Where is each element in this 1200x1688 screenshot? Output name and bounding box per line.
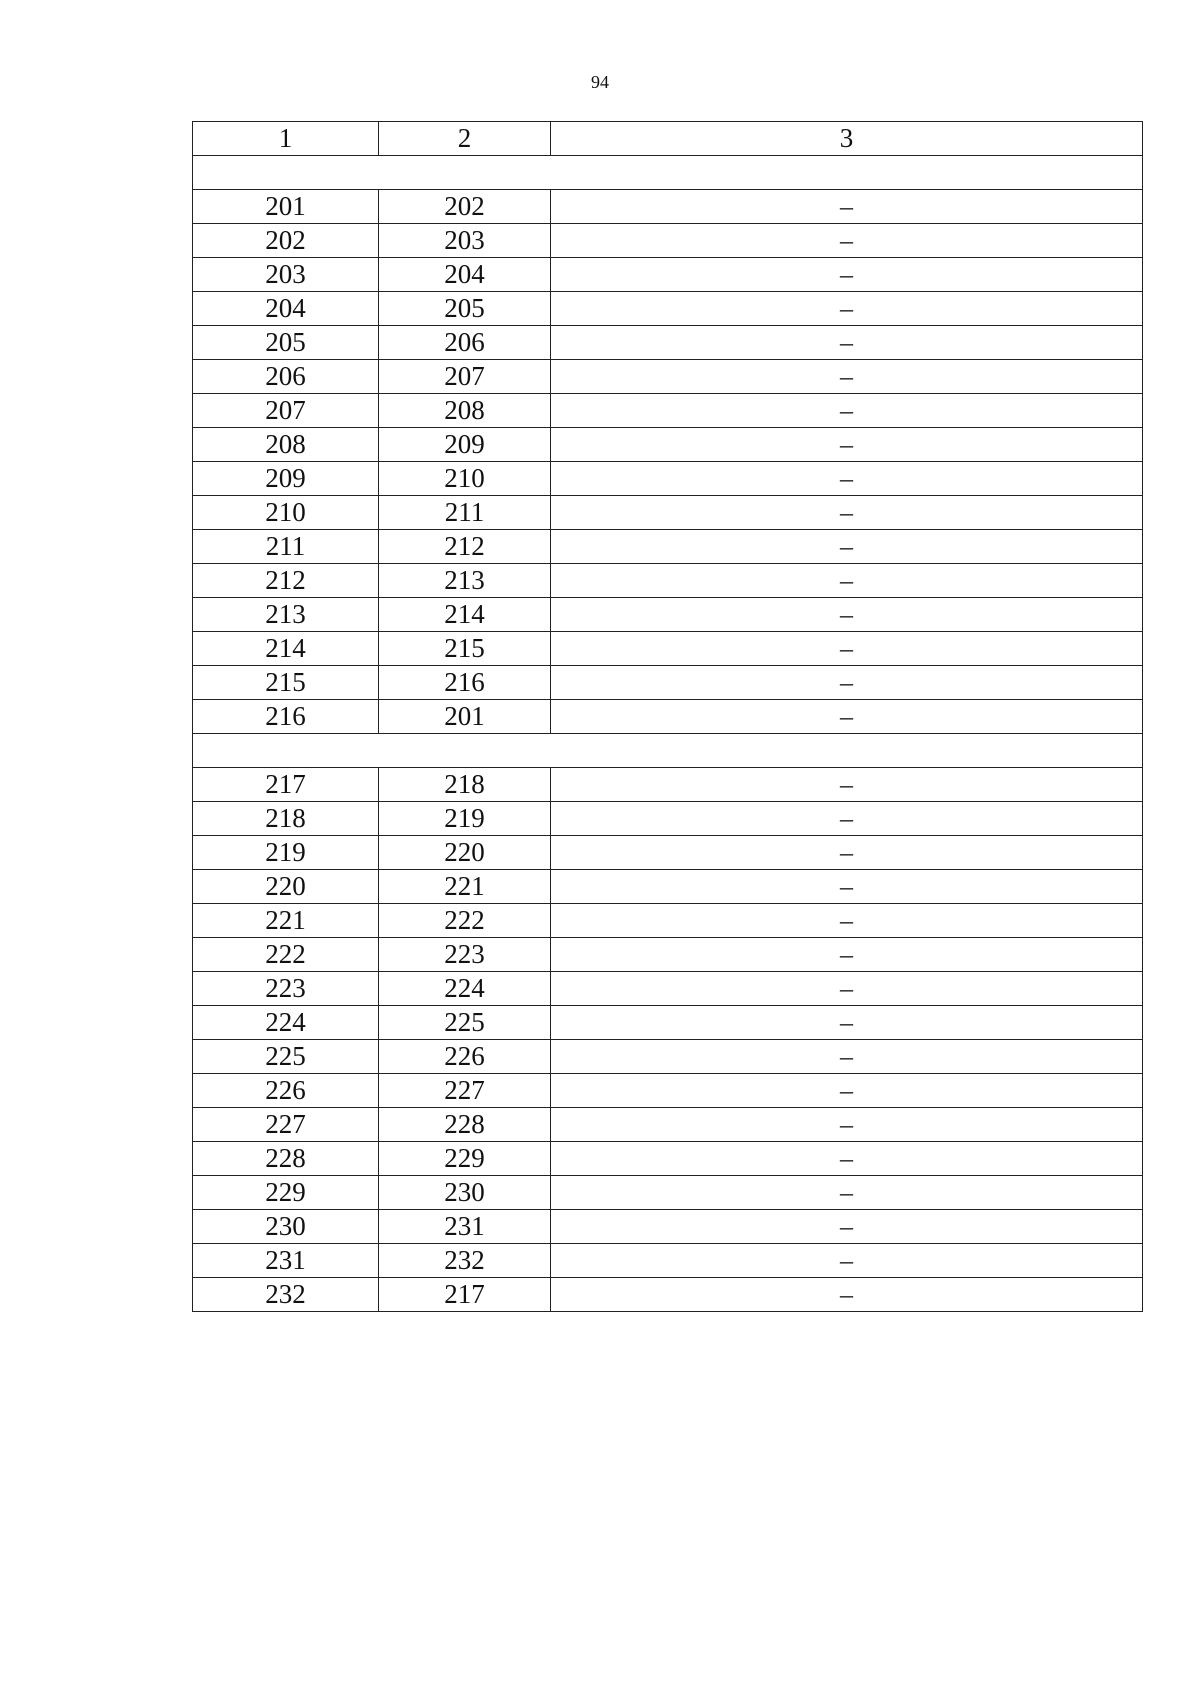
- table-cell-col-3: –: [551, 632, 1143, 666]
- table-cell-col-1: 217: [193, 768, 379, 802]
- table-cell-col-3: –: [551, 326, 1143, 360]
- table-cell-col-1: 229: [193, 1176, 379, 1210]
- table-cell-col-1: 202: [193, 224, 379, 258]
- table-row: [193, 1142, 1143, 1176]
- table-cell-col-1: 208: [193, 428, 379, 462]
- table-cell-col-1: 203: [193, 258, 379, 292]
- section-divider-row: [193, 734, 1143, 768]
- table-row: [193, 802, 1143, 836]
- table-cell-col-1: 223: [193, 972, 379, 1006]
- table-cell-col-3: –: [551, 1040, 1143, 1074]
- table-row: [193, 326, 1143, 360]
- table-cell-col-2: 218: [379, 768, 551, 802]
- table-cell-col-1: 206: [193, 360, 379, 394]
- table-cell-col-1: 224: [193, 1006, 379, 1040]
- table-cell-col-2: 226: [379, 1040, 551, 1074]
- table-cell-col-2: 231: [379, 1210, 551, 1244]
- table-row: [193, 836, 1143, 870]
- table-cell-col-3: –: [551, 938, 1143, 972]
- table-row: [193, 768, 1143, 802]
- table-cell-col-1: 204: [193, 292, 379, 326]
- section-divider-cell: [193, 734, 1143, 768]
- table-cell-col-3: –: [551, 428, 1143, 462]
- table-cell-col-3: –: [551, 1176, 1143, 1210]
- table-cell-col-3: –: [551, 802, 1143, 836]
- table-row: [193, 190, 1143, 224]
- table-cell-col-3: –: [551, 768, 1143, 802]
- table-cell-col-3: –: [551, 292, 1143, 326]
- table-cell-col-2: 201: [379, 700, 551, 734]
- table-cell-col-3: –: [551, 700, 1143, 734]
- table-row: [193, 428, 1143, 462]
- table-cell-col-3: –: [551, 462, 1143, 496]
- table-cell-col-2: 205: [379, 292, 551, 326]
- header-cell-3: 3: [551, 122, 1143, 156]
- table-cell-col-2: 228: [379, 1108, 551, 1142]
- header-row: [193, 122, 1143, 156]
- table-cell-col-2: 213: [379, 564, 551, 598]
- data-table: [192, 121, 1143, 1312]
- table-cell-col-3: –: [551, 394, 1143, 428]
- table-cell-col-2: 208: [379, 394, 551, 428]
- table-row: [193, 258, 1143, 292]
- table-cell-col-1: 220: [193, 870, 379, 904]
- table-cell-col-2: 209: [379, 428, 551, 462]
- table-cell-col-2: 216: [379, 666, 551, 700]
- table-cell-col-1: 213: [193, 598, 379, 632]
- table-body: [193, 122, 1143, 1312]
- table-row: [193, 1006, 1143, 1040]
- table-cell-col-2: 212: [379, 530, 551, 564]
- table-row: [193, 904, 1143, 938]
- table-row: [193, 1108, 1143, 1142]
- table-row: [193, 1176, 1143, 1210]
- table-cell-col-1: 210: [193, 496, 379, 530]
- table-row: [193, 700, 1143, 734]
- table-cell-col-3: –: [551, 666, 1143, 700]
- table-cell-col-2: 230: [379, 1176, 551, 1210]
- table-row: [193, 496, 1143, 530]
- table-cell-col-2: 232: [379, 1244, 551, 1278]
- table-row: [193, 1278, 1143, 1312]
- table-cell-col-3: –: [551, 1142, 1143, 1176]
- table-cell-col-2: 202: [379, 190, 551, 224]
- table-cell-col-2: 225: [379, 1006, 551, 1040]
- table-cell-col-2: 204: [379, 258, 551, 292]
- table-cell-col-2: 219: [379, 802, 551, 836]
- table-cell-col-1: 227: [193, 1108, 379, 1142]
- table-cell-col-3: –: [551, 904, 1143, 938]
- table-row: [193, 394, 1143, 428]
- table-cell-col-1: 218: [193, 802, 379, 836]
- table-row: [193, 972, 1143, 1006]
- table-cell-col-2: 207: [379, 360, 551, 394]
- table-cell-col-1: 209: [193, 462, 379, 496]
- table-cell-col-3: –: [551, 360, 1143, 394]
- table-cell-col-3: –: [551, 1244, 1143, 1278]
- table-row: [193, 360, 1143, 394]
- table-cell-col-3: –: [551, 496, 1143, 530]
- table-cell-col-3: –: [551, 1074, 1143, 1108]
- table-row: [193, 632, 1143, 666]
- table-cell-col-1: 214: [193, 632, 379, 666]
- table-cell-col-1: 212: [193, 564, 379, 598]
- table-cell-col-3: –: [551, 1210, 1143, 1244]
- table-cell-col-1: 226: [193, 1074, 379, 1108]
- table-cell-col-3: –: [551, 870, 1143, 904]
- table-cell-col-2: 227: [379, 1074, 551, 1108]
- section-divider-row: [193, 156, 1143, 190]
- table-row: [193, 1040, 1143, 1074]
- table-cell-col-1: 207: [193, 394, 379, 428]
- table-cell-col-1: 201: [193, 190, 379, 224]
- table-cell-col-2: 215: [379, 632, 551, 666]
- table-cell-col-3: –: [551, 258, 1143, 292]
- table-cell-col-1: 221: [193, 904, 379, 938]
- table-row: [193, 224, 1143, 258]
- table-row: [193, 1210, 1143, 1244]
- table-row: [193, 462, 1143, 496]
- table-row: [193, 292, 1143, 326]
- table-row: [193, 564, 1143, 598]
- table-cell-col-3: –: [551, 598, 1143, 632]
- table-cell-col-2: 203: [379, 224, 551, 258]
- table-cell-col-2: 210: [379, 462, 551, 496]
- table-row: [193, 598, 1143, 632]
- table-row: [193, 1074, 1143, 1108]
- table-row: [193, 666, 1143, 700]
- header-cell-1: 1: [193, 122, 379, 156]
- page-number: 94: [591, 72, 609, 92]
- table-row: [193, 870, 1143, 904]
- table-cell-col-1: 219: [193, 836, 379, 870]
- section-divider-cell: [193, 156, 1143, 190]
- table-cell-col-2: 214: [379, 598, 551, 632]
- table-cell-col-3: –: [551, 1108, 1143, 1142]
- table-cell-col-2: 224: [379, 972, 551, 1006]
- table-cell-col-2: 220: [379, 836, 551, 870]
- table-cell-col-3: –: [551, 190, 1143, 224]
- table-cell-col-1: 231: [193, 1244, 379, 1278]
- table-cell-col-3: –: [551, 836, 1143, 870]
- table-cell-col-1: 211: [193, 530, 379, 564]
- table-cell-col-2: 229: [379, 1142, 551, 1176]
- table-cell-col-1: 225: [193, 1040, 379, 1074]
- table-cell-col-3: –: [551, 530, 1143, 564]
- table-row: [193, 1244, 1143, 1278]
- table-cell-col-1: 232: [193, 1278, 379, 1312]
- table-cell-col-2: 217: [379, 1278, 551, 1312]
- table-cell-col-2: 211: [379, 496, 551, 530]
- table-cell-col-3: –: [551, 224, 1143, 258]
- table-cell-col-2: 222: [379, 904, 551, 938]
- table-cell-col-3: –: [551, 564, 1143, 598]
- table-row: [193, 530, 1143, 564]
- table-cell-col-2: 206: [379, 326, 551, 360]
- table-cell-col-1: 205: [193, 326, 379, 360]
- table-cell-col-1: 216: [193, 700, 379, 734]
- table-cell-col-3: –: [551, 1278, 1143, 1312]
- table-cell-col-1: 228: [193, 1142, 379, 1176]
- table-cell-col-1: 222: [193, 938, 379, 972]
- table-row: [193, 938, 1143, 972]
- table-cell-col-3: –: [551, 1006, 1143, 1040]
- table-cell-col-1: 215: [193, 666, 379, 700]
- table-cell-col-2: 223: [379, 938, 551, 972]
- table-cell-col-3: –: [551, 972, 1143, 1006]
- header-cell-2: 2: [379, 122, 551, 156]
- table-cell-col-2: 221: [379, 870, 551, 904]
- table-cell-col-1: 230: [193, 1210, 379, 1244]
